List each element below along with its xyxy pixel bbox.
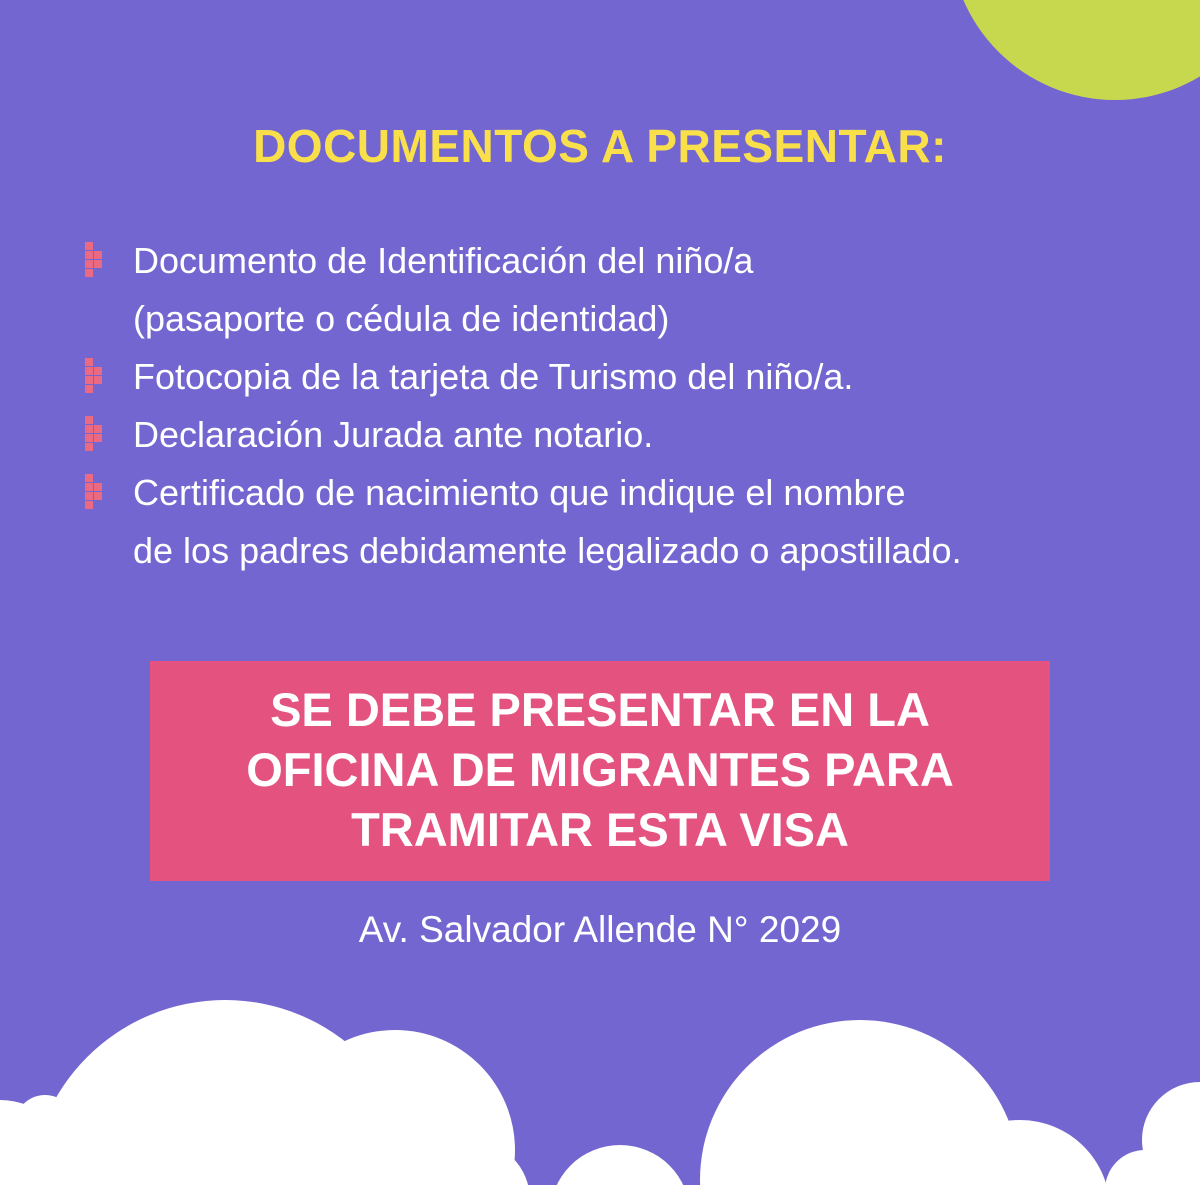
callout-line-2: OFICINA DE MIGRANTES PARA bbox=[246, 743, 954, 796]
list-item-text-continued: de los padres debidamente legalizado o apostillado. bbox=[133, 530, 962, 571]
callout-line-3: TRAMITAR ESTA VISA bbox=[351, 803, 849, 856]
list-item-text: Certificado de nacimiento que indique el nombre bbox=[133, 472, 906, 513]
list-item-text: Declaración Jurada ante notario. bbox=[133, 414, 654, 455]
address-text: Av. Salvador Allende N° 2029 bbox=[358, 909, 842, 950]
list-item-text: Documento de Identificación del niño/a bbox=[133, 240, 754, 281]
page-title: DOCUMENTOS A PRESENTAR: bbox=[253, 120, 947, 172]
callout-line-1: SE DEBE PRESENTAR EN LA bbox=[270, 683, 930, 736]
list-item-text-continued: (pasaporte o cédula de identidad) bbox=[133, 298, 670, 339]
list-item-text: Fotocopia de la tarjeta de Turismo del niño/a. bbox=[133, 356, 854, 397]
